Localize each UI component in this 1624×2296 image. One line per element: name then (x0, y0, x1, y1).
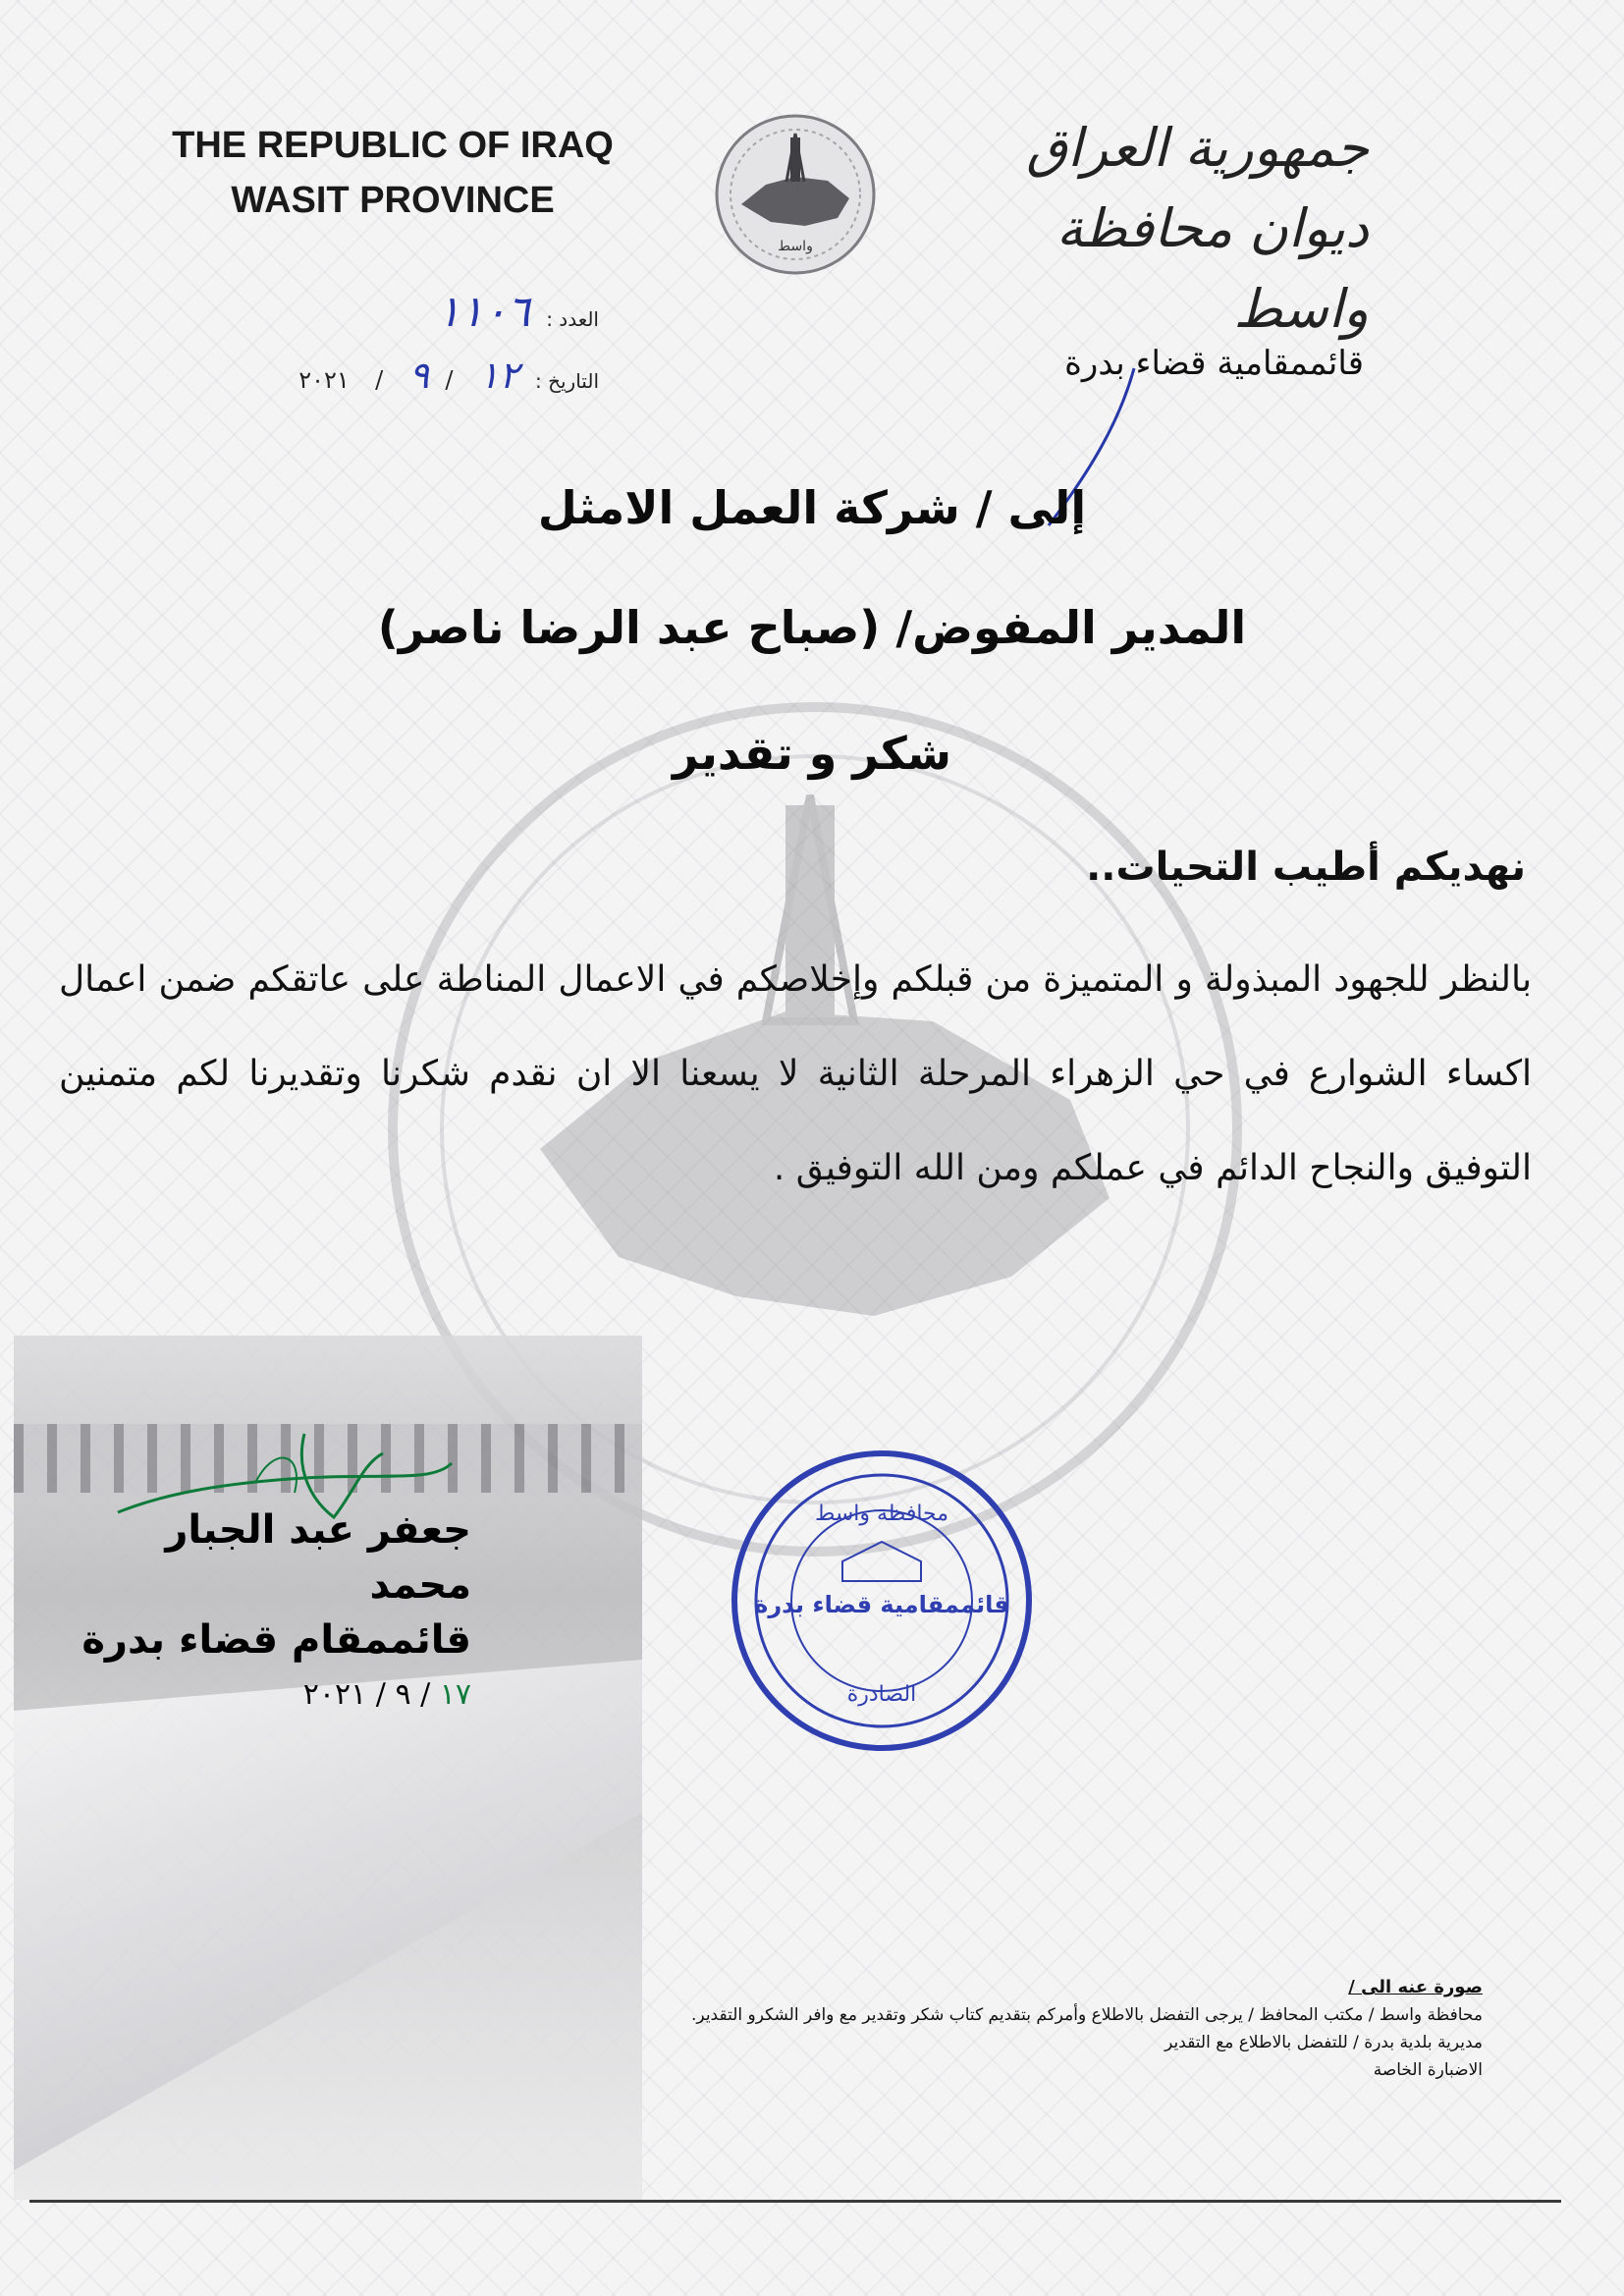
cc-item: مديرية بلدية بدرة / للتفضل بالاطلاع مع التقدير (1164, 2033, 1483, 2052)
stamp-line2: قائممقامية قضاء بدرة (754, 1591, 1009, 1618)
cc-item: الاضبارة الخاصة (1373, 2060, 1483, 2080)
arabic-header-line2: ديوان محافظة واسط (1056, 197, 1369, 340)
reference-number (285, 287, 599, 337)
wasit-emblem-icon (712, 108, 879, 280)
subject-line: شكر و تقدير (672, 727, 952, 780)
carbon-copy-list (481, 1974, 1483, 2084)
reference-date: التاريخ : ١٢ / ٩ / ٢٠٢١ (298, 354, 599, 397)
signature-date-rest: / ٩ / ٢٠٢١ (302, 1677, 431, 1712)
cc-item: محافظة واسط / مكتب المحافظ / يرجى التفضل بالاطلاع وأمركم بتقديم كتاب شكر وتقدير مع وافر الشكرو التقدير. (691, 2005, 1483, 2025)
greeting: نهديكم أطيب التحيات.. (1086, 845, 1526, 890)
reference-date-day: ١٢ (478, 354, 519, 397)
reference-number-value: ١١٠٦ (437, 287, 530, 337)
reference-date-label: التاريخ : (534, 369, 599, 393)
signatory-name: جعفر عبد الجبار محمد (165, 1507, 471, 1608)
signatory-title: قائممقام قضاء بدرة (81, 1617, 471, 1663)
body-paragraph: بالنظر للجهود المبذولة و المتميزة من قبلكم وإخلاصكم في الاعمال المناطة على عاتقكم ضمن اعمال اكساء الشوارع في حي الزهراء المرحلة الثانية لا يسعنا الا ان نقدم شكرنا وتقديرنا لكم متمنين التوفيق والنجاح الدائم في عملكم ومن الله التوفيق . (59, 959, 1532, 1188)
official-stamp (725, 1444, 1039, 1758)
reference-number-label: العدد : (546, 307, 599, 331)
english-header-line2: WASIT PROVINCE (231, 180, 555, 221)
issuing-office: قائممقامية قضاء بدرة (1064, 344, 1364, 383)
signature-block (59, 1503, 471, 1722)
signature-date-day: ١٧ (439, 1677, 471, 1712)
reference-date-month: ٩ (408, 354, 429, 397)
arabic-header (956, 108, 1369, 350)
arabic-header-line1: جمهورية العراق (1026, 117, 1369, 179)
english-header-line1: THE REPUBLIC OF IRAQ (172, 125, 614, 166)
manager-line: المدير المفوض/ (صباح عبد الرضا ناصر) (377, 601, 1247, 654)
cc-title: صورة عنه الى / (1348, 1977, 1483, 1997)
emblem-caption: واسط (778, 239, 813, 254)
road-shape (14, 1660, 642, 2170)
stamp-line3: الصادرة (846, 1682, 917, 1707)
recipient-line: إلى / شركة العمل الامثل (537, 481, 1087, 534)
bottom-divider (29, 2200, 1561, 2203)
stamp-line1: محافظة واسط (814, 1502, 949, 1526)
signature-date (59, 1667, 471, 1722)
english-header (167, 118, 619, 228)
reference-date-year: ٢٠٢١ (298, 366, 350, 394)
